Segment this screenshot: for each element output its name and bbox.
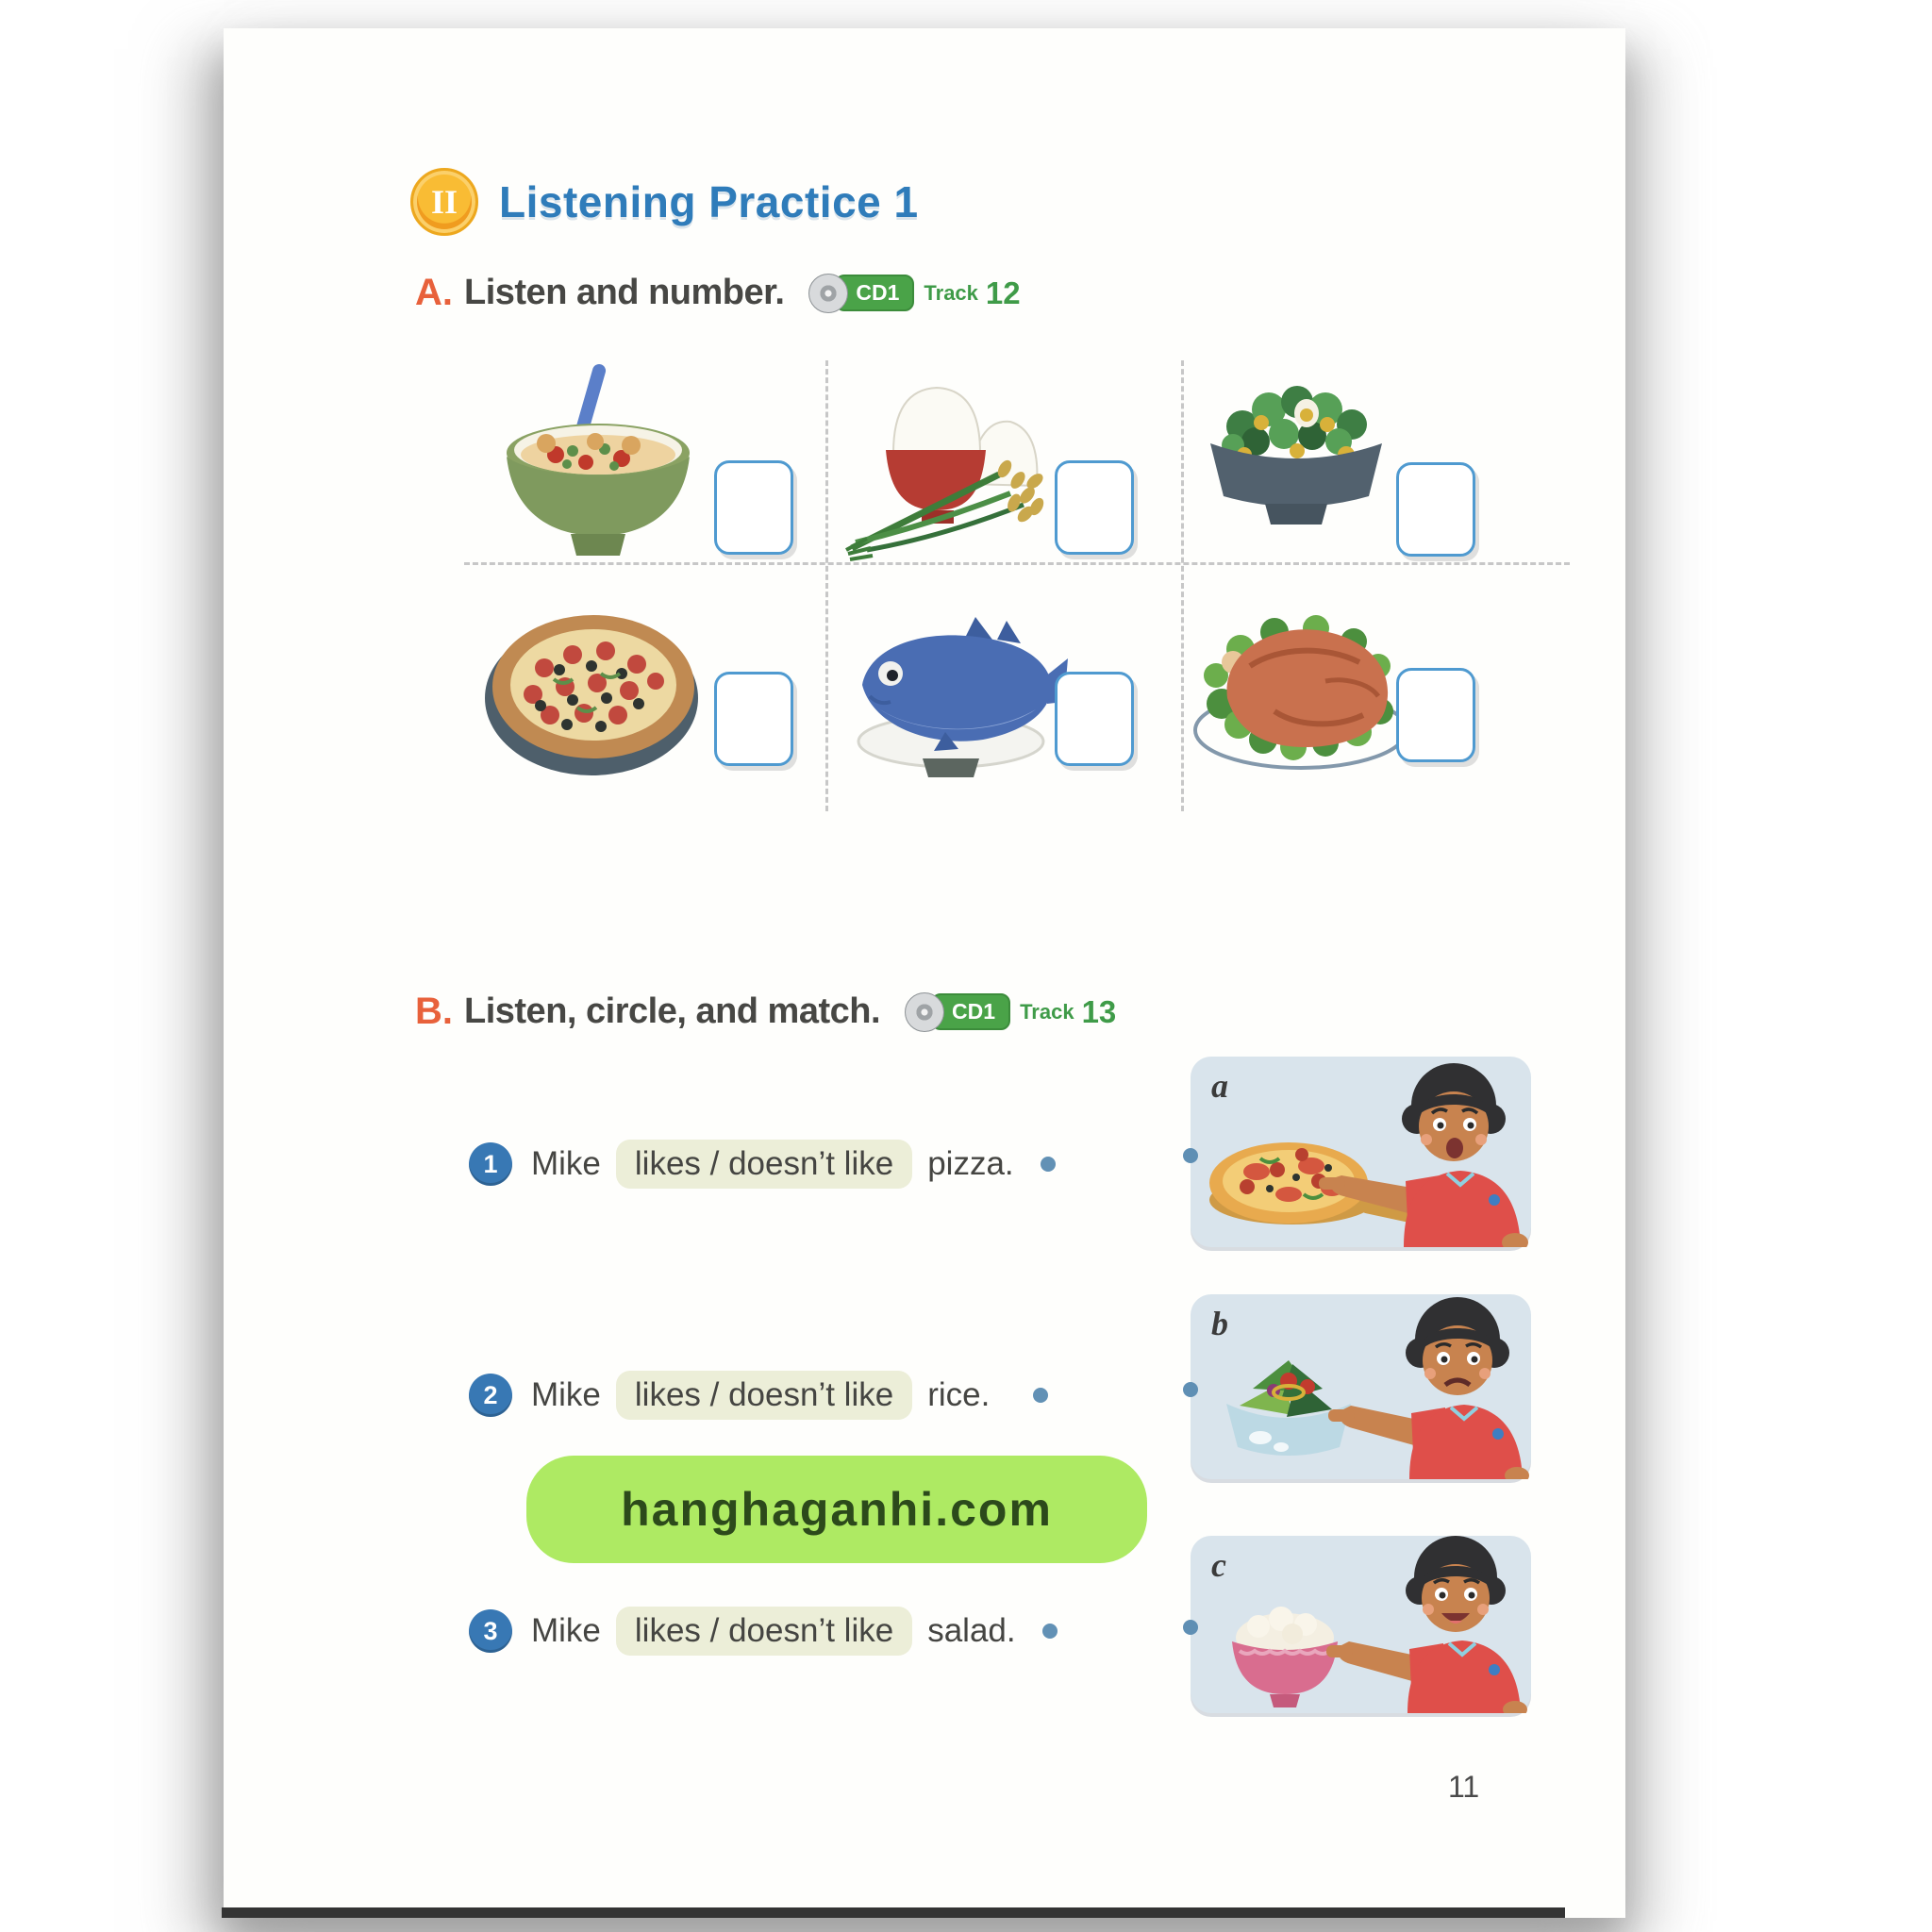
vegetable-soup-illustration xyxy=(480,360,716,563)
choice-pill[interactable]: likes / doesn’t like xyxy=(616,1140,912,1189)
book-bottom-edge xyxy=(222,1907,1565,1918)
card-letter: a xyxy=(1211,1067,1228,1105)
salad-bowl-illustration xyxy=(1195,368,1398,552)
section-b-header xyxy=(415,991,1116,1033)
watermark-text: hanghaganhi.com xyxy=(621,1483,1053,1536)
answer-box[interactable] xyxy=(1396,462,1475,557)
question-object: rice. xyxy=(927,1376,991,1413)
match-card-c xyxy=(1191,1536,1531,1713)
cd-number-badge: CD1 xyxy=(835,275,914,311)
boy-pointing-at-rice-illustration xyxy=(1191,1536,1531,1713)
unit-numeral: II xyxy=(430,183,458,221)
match-dot[interactable] xyxy=(1042,1624,1058,1639)
question-subject: Mike xyxy=(531,1145,601,1182)
answer-box[interactable] xyxy=(714,672,793,766)
question-row-3 xyxy=(469,1607,1058,1656)
answer-box[interactable] xyxy=(1055,672,1134,766)
question-row-2 xyxy=(469,1371,1048,1420)
lesson-title-row xyxy=(410,168,919,236)
match-dot[interactable] xyxy=(1033,1388,1048,1403)
cd-track-indicator xyxy=(808,274,1020,313)
match-card-b xyxy=(1191,1294,1531,1479)
rice-bowl-illustration xyxy=(839,363,1054,569)
question-number-badge: 1 xyxy=(469,1142,512,1186)
section-a-header xyxy=(415,272,1021,314)
choice-pill[interactable]: likes / doesn’t like xyxy=(616,1607,912,1656)
question-object: pizza. xyxy=(927,1145,1014,1182)
answer-box[interactable] xyxy=(1055,460,1134,555)
match-dot[interactable] xyxy=(1183,1620,1198,1635)
section-b-instruction: Listen, circle, and match. xyxy=(464,991,881,1031)
cd-disc-icon xyxy=(905,992,944,1032)
question-row-1 xyxy=(469,1140,1056,1189)
match-dot[interactable] xyxy=(1183,1148,1198,1163)
grid-divider-vertical-1 xyxy=(825,360,828,811)
watermark-banner xyxy=(526,1456,1147,1563)
roast-chicken-illustration xyxy=(1184,591,1418,781)
pizza-illustration xyxy=(478,592,709,786)
question-number-badge: 3 xyxy=(469,1609,512,1653)
question-number-badge: 2 xyxy=(469,1374,512,1417)
match-card-a xyxy=(1191,1057,1531,1247)
track-label: Track xyxy=(924,280,978,305)
cd-track-indicator xyxy=(905,992,1116,1032)
cd-number-badge: CD1 xyxy=(931,993,1010,1030)
track-number: 13 xyxy=(1081,993,1117,1029)
question-subject: Mike xyxy=(531,1376,601,1413)
track-label: Track xyxy=(1020,999,1074,1024)
question-object: salad. xyxy=(927,1612,1016,1649)
answer-box[interactable] xyxy=(714,460,793,555)
page-number: 11 xyxy=(1448,1770,1480,1804)
section-b-label: B. xyxy=(415,991,453,1032)
card-letter: b xyxy=(1211,1305,1228,1342)
section-a-label: A. xyxy=(415,272,453,313)
answer-box[interactable] xyxy=(1396,668,1475,762)
section-a-instruction: Listen and number. xyxy=(464,273,785,312)
question-subject: Mike xyxy=(531,1612,601,1649)
workbook-page xyxy=(224,28,1625,1918)
unit-coin-icon xyxy=(410,168,478,236)
match-dot[interactable] xyxy=(1041,1157,1056,1172)
card-letter: c xyxy=(1211,1546,1226,1584)
boy-pointing-at-salad-illustration xyxy=(1191,1294,1531,1479)
boy-pointing-at-pizza-illustration xyxy=(1191,1057,1531,1247)
match-dot[interactable] xyxy=(1183,1382,1198,1397)
choice-pill[interactable]: likes / doesn’t like xyxy=(616,1371,912,1420)
fish-illustration xyxy=(832,591,1070,787)
track-number: 12 xyxy=(985,275,1021,310)
cd-disc-icon xyxy=(808,274,848,313)
page-title: Listening Practice 1 xyxy=(499,177,919,226)
